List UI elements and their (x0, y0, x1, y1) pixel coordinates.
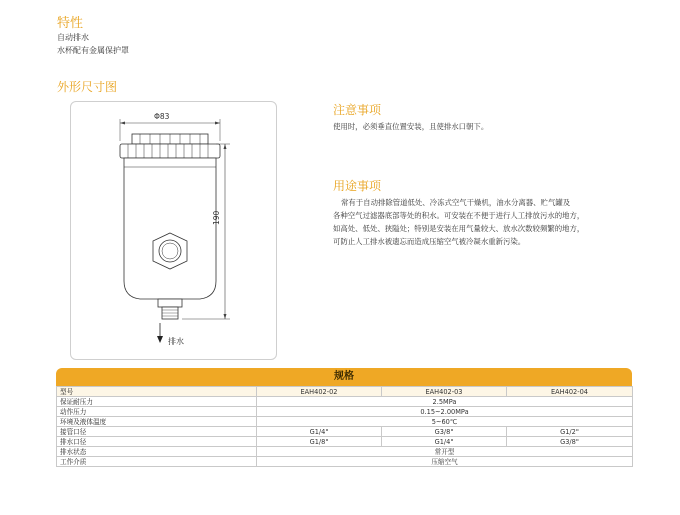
usage-title: 用途事项 (333, 179, 382, 193)
spec-cell: EAH402-04 (507, 387, 633, 397)
table-row (57, 387, 633, 397)
spec-label-temperature: 环境及液体温度 (57, 417, 257, 427)
feature-item: 自动排水 (57, 33, 89, 42)
spec-cell: G1/4" (382, 437, 507, 447)
spec-label-drain-state: 排水状态 (57, 447, 257, 457)
dimensions-title: 外形尺寸图 (57, 80, 118, 94)
usage-line: 各种空气过滤器底部等处的积水。可安装在不便于进行人工排放污水的地方， (333, 211, 585, 220)
spec-cell: G3/8" (507, 437, 633, 447)
spec-label-drain-port: 排水口径 (57, 437, 257, 447)
spec-label-model: 型号 (57, 387, 257, 397)
spec-cell: 0.15~2.00MPa (257, 407, 633, 417)
precautions-title: 注意事项 (333, 103, 382, 117)
spec-label-medium: 工作介质 (57, 457, 257, 467)
spec-cell: EAH402-03 (382, 387, 507, 397)
spec-cell: G1/4" (257, 427, 382, 437)
width-dimension-label: Φ83 (154, 112, 170, 121)
spec-label-port-size: 接管口径 (57, 427, 257, 437)
table-row (57, 417, 633, 427)
spec-cell: 压缩空气 (257, 457, 633, 467)
drain-valve-drawing (70, 101, 275, 358)
table-row (57, 407, 633, 417)
spec-cell: 2.5MPa (257, 397, 633, 407)
table-row (57, 397, 633, 407)
spec-cell: EAH402-02 (257, 387, 382, 397)
features-title: 特性 (57, 16, 84, 31)
spec-title: 规格 (56, 368, 632, 386)
spec-label-proof-pressure: 保证耐压力 (57, 397, 257, 407)
usage-line: 常有于自动排除管道低处、冷冻式空气干燥机，油水分离器、贮气罐及 (341, 198, 571, 207)
spec-label-operating-pressure: 动作压力 (57, 407, 257, 417)
spec-cell: G1/8" (257, 437, 382, 447)
usage-line: 如高处、低处、狭隘处；特别是安装在用气量较大、放水次数较频繁的地方， (333, 224, 585, 233)
table-row (57, 447, 633, 457)
drain-label: 排水 (168, 337, 184, 346)
feature-item: 水杯配有金属保护罩 (57, 46, 129, 55)
spec-cell: 常开型 (257, 447, 633, 457)
spec-cell: G3/8" (382, 427, 507, 437)
spec-table (56, 386, 633, 467)
spec-cell: 5~60℃ (257, 417, 633, 427)
table-row (57, 457, 633, 467)
usage-line: 可防止人工排水被遗忘而造成压缩空气被冷凝水重新污染。 (333, 237, 526, 246)
spec-cell: G1/2" (507, 427, 633, 437)
table-row (57, 427, 633, 437)
table-row (57, 437, 633, 447)
height-dimension-label: 190 (212, 210, 221, 225)
precautions-text: 使用时，必须垂直位置安装，且使排水口朝下。 (333, 122, 489, 131)
